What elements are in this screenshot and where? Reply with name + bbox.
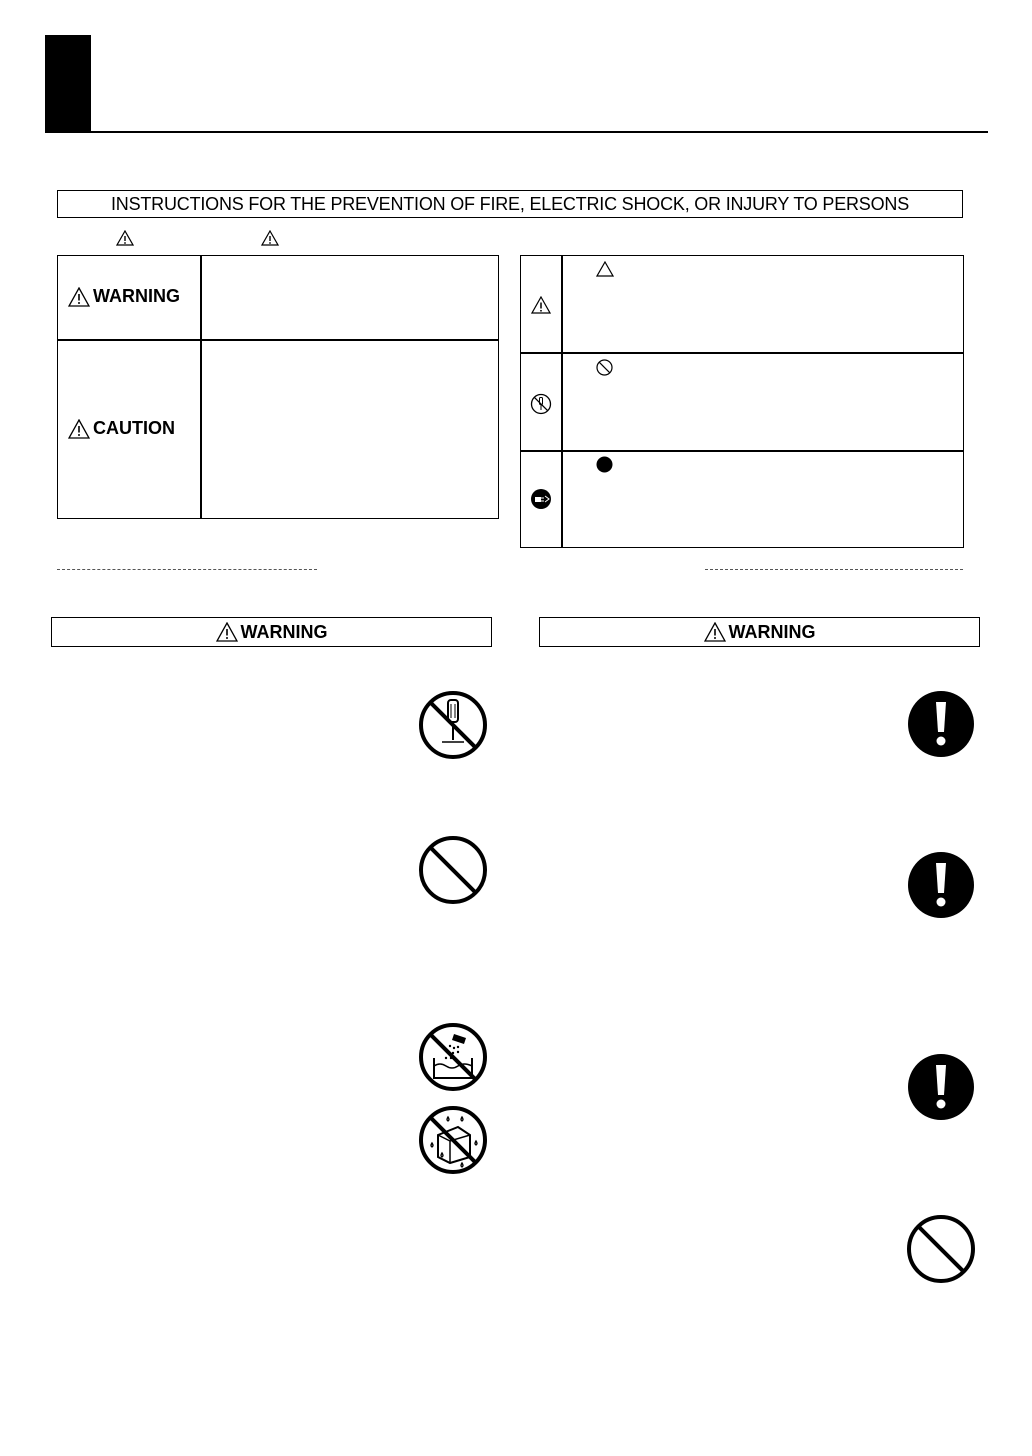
caution-label: CAUTION [93, 418, 175, 438]
mandatory-icon [907, 1053, 975, 1121]
warning-triangle-icon [704, 622, 726, 642]
warning-triangle-icon [216, 622, 238, 642]
banner-title: INSTRUCTIONS FOR THE PREVENTION OF FIRE, ELECTRIC SHOCK, OR INJURY TO PERSONS [110, 193, 910, 214]
header-rule [45, 131, 988, 133]
no-water-icon [418, 1022, 488, 1092]
dashed-divider [57, 569, 317, 570]
warning-heading: WARNING [728, 621, 816, 642]
warning-heading: WARNING [240, 621, 328, 642]
warning-signal-label [68, 286, 180, 307]
caution-signal-label [68, 418, 175, 439]
warning-triangle-icon [261, 230, 279, 246]
warning-triangle-icon [531, 296, 551, 314]
signal-word-table [57, 255, 499, 519]
mandatory-icon [907, 851, 975, 919]
prohibited-icon [906, 1214, 976, 1284]
no-disassemble-icon [418, 690, 488, 760]
symbol-table [520, 255, 964, 548]
warning-triangle-icon [116, 230, 134, 246]
mandatory-symbol-icon [596, 456, 613, 473]
no-wet-icon [418, 1105, 488, 1175]
warning-section-header-right [539, 617, 980, 647]
prohibited-symbol-icon [596, 359, 613, 376]
no-disassemble-icon [530, 393, 552, 415]
warning-label: WARNING [93, 286, 180, 306]
unplug-icon [530, 488, 552, 510]
instructions-banner [57, 190, 963, 218]
triangle-symbol-icon [596, 261, 614, 277]
mandatory-icon [907, 690, 975, 758]
warning-triangle-icon [68, 287, 90, 307]
dashed-divider [705, 569, 963, 570]
chapter-tab [45, 35, 91, 133]
prohibited-icon [418, 835, 488, 905]
warning-section-header-left [51, 617, 492, 647]
caution-triangle-icon [68, 419, 90, 439]
